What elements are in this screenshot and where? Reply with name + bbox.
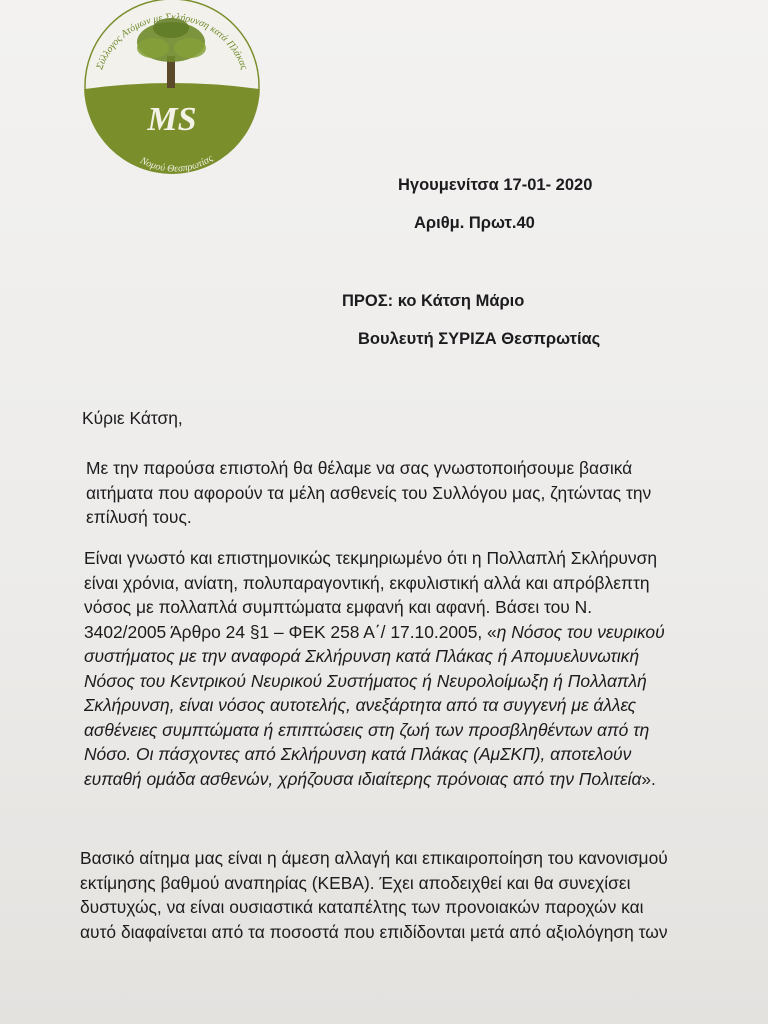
paragraph-intro <box>86 456 746 530</box>
law-quote-end: ευπαθή ομάδα ασθενών, χρήζουσα ιδιαίτερης πρόνοιας από την Πολιτεία <box>84 768 642 789</box>
place-date: Ηγουμενίτσα 17-01- 2020 <box>398 176 593 194</box>
paragraph-line: Σκλήρυνση, είναι νόσος αυτοτελής, ανεξάρτητα από τα συγγενή με άλλες <box>84 695 637 715</box>
logo-initials: MS <box>147 101 197 138</box>
paragraph-line: Βασικό αίτημα μας είναι η άμεση αλλαγή και επικαιροποίηση του κανονισμού <box>80 848 668 868</box>
paragraph-line: Νόσος του Κεντρικού Νευρικού Συστήματος ή Νευρολοίμωξη ή Πολλαπλή <box>84 670 647 691</box>
logo-ring-text-top: Σύλλογος Ατόμων με Σκλήρυνση κατά Πλάκας <box>94 11 250 72</box>
paragraph-line: είναι χρόνια, ανίατη, πολυπαραγοντική, εκφυλιστική αλλά και απρόβλεπτη <box>84 572 650 593</box>
logo-ring-text-bottom: Νομού Θεσπρωτίας <box>138 152 216 175</box>
paragraph-line: αυτό διαφαίνεται από τα ποσοστά που επιδίδονται μετά από αξιολόγηση των <box>80 921 668 942</box>
salutation: Κύριε Κάτση, <box>82 408 183 428</box>
recipient-title: Βουλευτή ΣΥΡΙΖΑ Θεσπρωτίας <box>358 330 601 348</box>
association-logo <box>78 0 266 180</box>
paragraph-line: νόσος με πολλαπλά συμπτώματα εμφανή και αφανή. Βάσει του Ν. <box>84 597 593 617</box>
recipient-line: ΠΡΟΣ: κο Κάτση Μάριο <box>342 292 525 310</box>
paragraph-line: Νόσο. Οι πάσχοντες από Σκλήρυνση κατά Πλάκας (ΑμΣΚΠ), αποτελούν <box>84 744 632 764</box>
law-quote-start: η Νόσος του νευρικού <box>496 621 665 642</box>
paragraph-line <box>84 620 744 645</box>
paragraph-line: Με την παρούσα επιστολή θα θέλαμε να σας γνωστοποιήσουμε βασικά <box>86 458 633 478</box>
paragraph-line: Είναι γνωστό και επιστημονικώς τεκμηριωμένο ότι η Πολλαπλή Σκλήρυνση <box>84 548 658 568</box>
paragraph-line: δυστυχώς, να είναι ουσιαστικά καταπέλτης των προνοιακών παροχών και <box>80 897 644 917</box>
paragraph-line: εκτίμησης βαθμού αναπηρίας (ΚΕΒΑ). Έχει αποδειχθεί και θα συνεχίσει <box>80 872 631 893</box>
paragraph-line: αιτήματα που αφορούν τα μέλη ασθενείς του Συλλόγου μας, ζητώντας την <box>86 482 652 503</box>
paragraph-line: συστήματος με την αναφορά Σκλήρυνση κατά Πλάκας ή Απομυελυνωτική <box>84 646 640 666</box>
paragraph-line: ασθένειες συμπτώματα ή επιπτώσεις στη ζωή των προσβληθέντων από τη <box>84 719 650 740</box>
quote-close: ». <box>641 768 656 789</box>
paragraph-line: επίλυσή τους. <box>86 507 192 527</box>
law-reference: 3402/2005 Άρθρο 24 §1 – ΦΕΚ 258 Α΄/ 17.10.2005, « <box>84 621 497 642</box>
paragraph-line <box>84 767 744 792</box>
paragraph-law <box>84 546 744 791</box>
paragraph-request <box>80 846 740 944</box>
protocol-number: Αριθμ. Πρωτ.40 <box>414 214 535 232</box>
